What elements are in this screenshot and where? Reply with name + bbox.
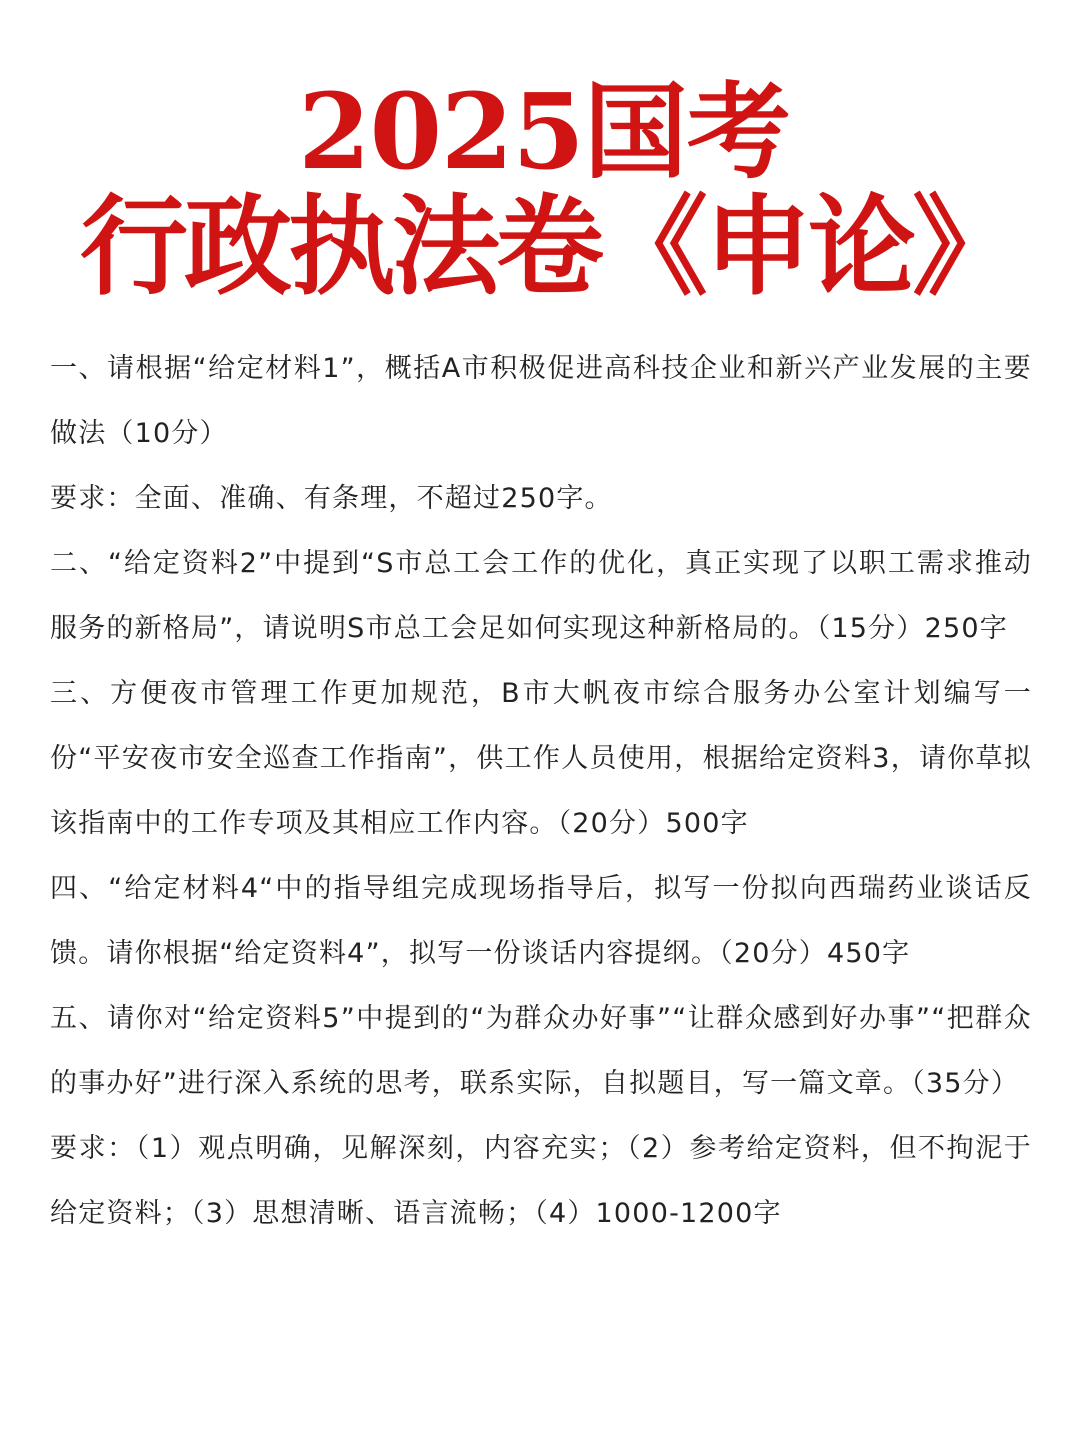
- question-3: 三、方便夜市管理工作更加规范，B市大帆夜市综合服务办公室计划编写一份“平安夜市安全巡查工作指南”，供工作人员使用，根据给定资料3，请你草拟该指南中的工作专项及其相应工作内容。（20分）500字: [50, 678, 1032, 839]
- page-title-line-1: 2025国考: [298, 70, 790, 193]
- question-5-requirement: 要求：（1）观点明确，见解深刻，内容充实；（2）参考给定资料，但不拘泥于给定资料；（3）思想清晰、语言流畅；（4）1000-1200字: [50, 1133, 1032, 1229]
- question-list: [50, 336, 1032, 1246]
- question-5: 五、请你对“给定资料5”中提到的“为群众办好事”“让群众感到好办事”“把群众的事办好”进行深入系统的思考，联系实际，自拟题目，写一篇文章。（35分）: [50, 1003, 1032, 1099]
- question-4: 四、“给定材料4“中的指导组完成现场指导后，拟写一份拟向西瑞药业谈话反馈。请你根据“给定资料4”，拟写一份谈话内容提纲。（20分）450字: [50, 873, 1032, 969]
- question-2: 二、“给定资料2”中提到“S市总工会工作的优化，真正实现了以职工需求推动服务的新格局”，请说明S市总工会足如何实现这种新格局的。（15分）250字: [50, 548, 1032, 644]
- page-title-line-2: 行政执法卷《申论》: [79, 184, 1016, 310]
- question-1: 一、请根据“给定材料1”，概括A市积极促进高科技企业和新兴产业发展的主要做法（10分）: [50, 353, 1032, 449]
- question-1-requirement: 要求：全面、准确、有条理，不超过250字。: [50, 483, 613, 514]
